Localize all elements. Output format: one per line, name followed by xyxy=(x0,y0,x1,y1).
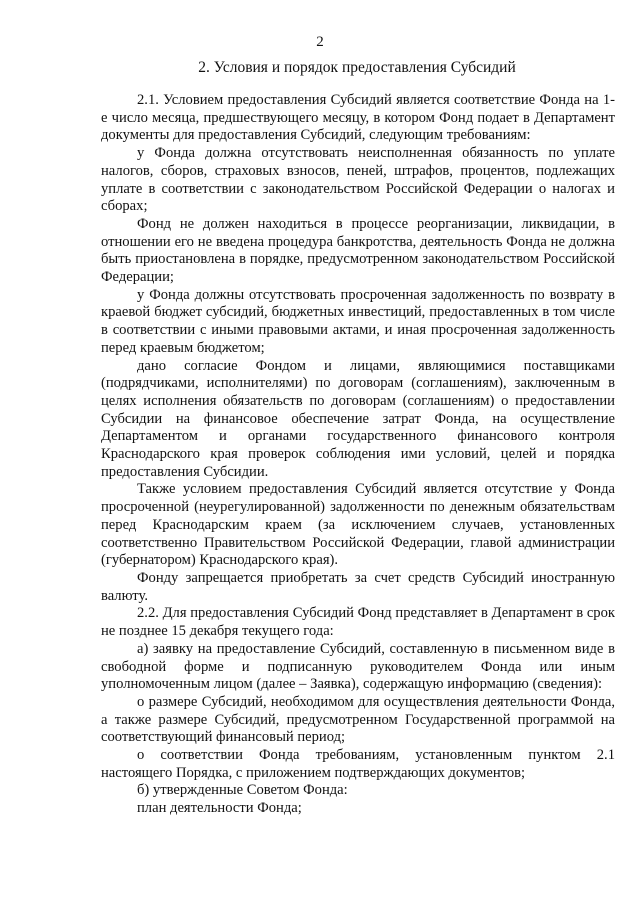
paragraph-2-2: 2.2. Для предоставления Субсидий Фонд представляет в Департамент в срок не позднее 15 декабря текущего года: xyxy=(101,605,615,640)
paragraph-currency-prohibition: Фонду запрещается приобретать за счет средств Субсидий иностранную валюту. xyxy=(101,569,615,604)
document-body xyxy=(101,92,615,818)
page-number: 2 xyxy=(316,34,324,50)
paragraph-additional-condition: Также условием предоставления Субсидий является отсутствие у Фонда просроченной (неурегулированной) задолженности по денежным обязательствам перед Краснодарским краем (за исключением случаев, установленных соответственно Правительством Российской Федерации, главой администрации (губернатором) Краснодарского края). xyxy=(101,481,615,569)
paragraph-tax-requirement: у Фонда должна отсутствовать неисполненная обязанность по уплате налогов, сборов, страховых взносов, пеней, штрафов, процентов, подлежащих уплате в соответствии с законодательством Российской Федерации о налогах и сборах; xyxy=(101,145,615,215)
paragraph-activity-plan: план деятельности Фонда; xyxy=(137,800,302,817)
paragraph-2-1: 2.1. Условием предоставления Субсидий является соответствие Фонда на 1-е число месяца, предшествующего месяцу, в котором Фонд подает в Департамент документы для предоставления Субсидий, следующим требованиям: xyxy=(101,92,615,144)
section-heading: 2. Условия и порядок предоставления Субсидий xyxy=(198,59,516,76)
paragraph-subsidy-size: о размере Субсидий, необходимом для осуществления деятельности Фонда, а также размере Субсидий, предусмотренном Государственной программой на соответствующий финансовый период; xyxy=(101,693,615,746)
paragraph-reorganization-requirement: Фонд не должен находиться в процессе реорганизации, ликвидации, в отношении его не введена процедура банкротства, деятельность Фонда не должна быть приостановлена в порядке, предусмотренном законодательством Российской Федерации; xyxy=(101,215,615,286)
paragraph-debt-requirement: у Фонда должны отсутствовать просроченная задолженность по возврату в краевой бюджет субсидий, бюджетных инвестиций, предоставленных в том числе в соответствии с иными правовыми актами, и иная просроченная задолженность перед краевым бюджетом; xyxy=(101,286,615,356)
paragraph-consent-requirement: дано согласие Фондом и лицами, являющимися поставщиками (подрядчиками, исполнителями) по договорам (соглашениям), заключенным в целях исполнения обязательств по договорам (соглашениям) о предоставлении Субсидии на финансовое обеспечение затрат Фонда, на осуществление Департаментом и органами государственного финансового контроля Краснодарского края проверок соблюдения ими условий, целей и порядка предоставления Субсидии. xyxy=(101,357,615,480)
paragraph-compliance: о соответствии Фонда требованиям, установленным пунктом 2.1 настоящего Порядка, с приложением подтверждающих документов; xyxy=(101,747,615,781)
paragraph-item-a: а) заявку на предоставление Субсидий, составленную в письменном виде в свободной форме и подписанную руководителем Фонда или иным уполномоченным лицом (далее – Заявка), содержащую информацию (сведения): xyxy=(101,640,615,693)
paragraph-item-b: б) утвержденные Советом Фонда: xyxy=(137,782,348,799)
